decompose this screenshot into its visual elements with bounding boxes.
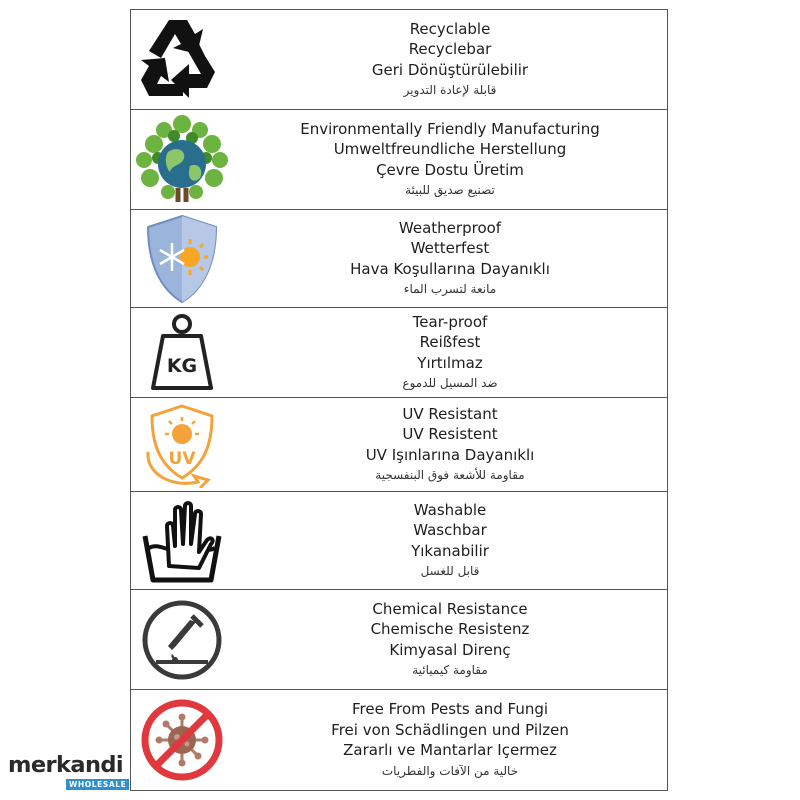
feature-row-recyclable xyxy=(131,10,667,110)
label-ar: مانعة لتسرب الماء xyxy=(403,282,497,297)
label-tr: Zararlı ve Mantarlar Içermez xyxy=(343,741,557,760)
merkandi-logo xyxy=(8,752,132,792)
label-tr: Geri Dönüştürülebilir xyxy=(371,60,529,79)
label-tr: Kimyasal Direnç xyxy=(389,640,511,659)
weather-shield-icon xyxy=(131,210,233,307)
eco-globe-tree-icon xyxy=(131,110,233,209)
no-pests-icon xyxy=(131,690,233,790)
feature-row-weatherproof xyxy=(131,210,667,308)
logo-brand-text: merkandi xyxy=(8,752,123,778)
label-de: Recyclebar xyxy=(408,40,492,59)
features-table xyxy=(130,9,668,791)
uv-shield-icon xyxy=(131,398,233,491)
label-en: Recyclable xyxy=(409,19,491,38)
kg-weight-icon xyxy=(131,308,233,397)
label-de: Wetterfest xyxy=(410,239,490,258)
uv-glyph: UV xyxy=(168,448,196,469)
feature-row-tear-proof xyxy=(131,308,667,398)
label-ar: مقاومة للأشعة فوق البنفسجية xyxy=(375,468,525,483)
feature-row-chemical-resistance xyxy=(131,590,667,690)
label-en: Weatherproof xyxy=(398,218,502,237)
label-de: Waschbar xyxy=(413,521,487,540)
label-en: UV Resistant xyxy=(402,404,498,423)
feature-row-uv-resistant xyxy=(131,398,667,492)
label-tr: Yıkanabilir xyxy=(411,541,489,560)
recycle-icon xyxy=(131,10,233,109)
label-en: Chemical Resistance xyxy=(372,599,528,618)
label-de: UV Resistent xyxy=(402,425,498,444)
feature-row-eco-manufacturing xyxy=(131,110,667,210)
label-ar: مقاومة كيميائية xyxy=(412,663,488,678)
label-de: Chemische Resistenz xyxy=(370,620,530,639)
label-en: Environmentally Friendly Manufacturing xyxy=(300,119,600,138)
label-de: Frei von Schädlingen und Pilzen xyxy=(331,720,569,739)
logo-wholesale-tag: WHOLESALE xyxy=(66,779,129,790)
label-ar: قابلة لإعادة التدوير xyxy=(403,83,497,98)
label-ar: قابل للغسل xyxy=(420,564,480,579)
label-tr: Hava Koşullarına Dayanıklı xyxy=(350,259,550,278)
chemical-resistance-icon xyxy=(131,590,233,689)
kg-glyph: KG xyxy=(166,354,198,377)
label-ar: خالية من الآفات والفطريات xyxy=(381,763,519,778)
label-de: Reißfest xyxy=(419,333,481,352)
label-tr: Yırtılmaz xyxy=(417,353,483,372)
label-en: Tear-proof xyxy=(412,312,488,331)
label-en: Free From Pests and Fungi xyxy=(351,700,549,719)
feature-row-no-pests xyxy=(131,690,667,790)
label-tr: Çevre Dostu Üretim xyxy=(376,160,524,179)
label-ar: تصنيع صديق للبيئة xyxy=(405,183,495,198)
label-en: Washable xyxy=(413,500,487,519)
label-tr: UV Işınlarına Dayanıklı xyxy=(365,445,535,464)
feature-row-washable xyxy=(131,492,667,590)
label-de: Umweltfreundliche Herstellung xyxy=(333,140,567,159)
label-ar: ضد المسيل للدموع xyxy=(402,376,498,391)
washable-icon xyxy=(131,492,233,589)
